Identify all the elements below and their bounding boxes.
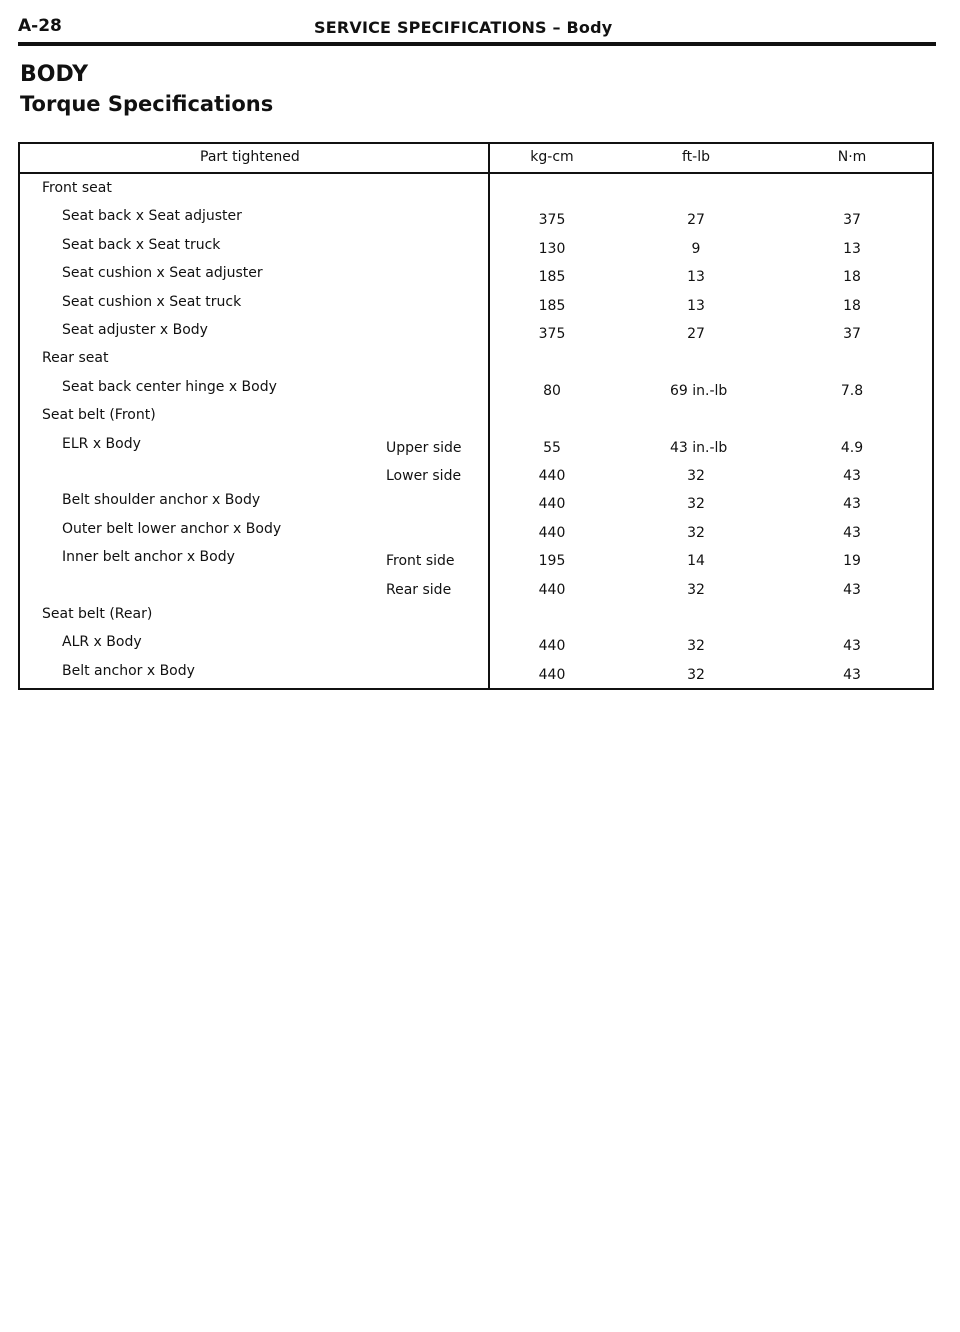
part-name: Rear seat xyxy=(42,350,109,367)
value-ftlb: 13 xyxy=(687,297,705,314)
value-nm: 43 xyxy=(843,524,861,541)
page-number: A-28 xyxy=(18,16,62,36)
value-ftlb: 27 xyxy=(687,212,705,229)
value-ftlb: 69 in.-lb xyxy=(670,382,728,399)
value-ftlb: 32 xyxy=(687,666,705,683)
value-nm: 4.9 xyxy=(840,439,864,456)
part-name: ALR x Body xyxy=(62,634,142,651)
column-header-nm: N·m xyxy=(837,149,867,165)
value-kgcm: 185 xyxy=(538,269,566,286)
part-name: Belt shoulder anchor x Body xyxy=(62,492,261,509)
column-header-kgcm: kg-cm xyxy=(530,149,574,165)
value-kgcm: 440 xyxy=(538,666,566,683)
part-note: Front side xyxy=(386,553,455,570)
value-ftlb: 27 xyxy=(687,326,705,342)
value-nm: 37 xyxy=(843,212,861,229)
value-nm: 18 xyxy=(843,269,861,286)
part-name: Seat back x Seat truck xyxy=(62,236,221,253)
value-nm: 43 xyxy=(843,496,861,513)
header-title: SERVICE SPECIFICATIONS – Body xyxy=(314,18,613,37)
part-name: Seat back x Seat adjuster xyxy=(62,208,242,225)
part-note: Rear side xyxy=(386,581,452,598)
part-name: Seat cushion x Seat adjuster xyxy=(62,265,263,282)
value-ftlb: 32 xyxy=(687,468,705,484)
value-ftlb: 32 xyxy=(687,496,705,513)
value-nm: 37 xyxy=(843,326,861,342)
torque-spec-table xyxy=(18,142,934,690)
value-kgcm: 440 xyxy=(538,496,566,513)
value-kgcm: 375 xyxy=(538,326,566,342)
value-kgcm: 80 xyxy=(543,382,561,399)
part-name: ELR x Body xyxy=(62,435,141,452)
part-note: Upper side xyxy=(386,439,462,456)
value-nm: 19 xyxy=(843,553,861,570)
value-kgcm: 375 xyxy=(538,212,566,229)
section-title: BODY xyxy=(20,62,89,87)
page-header xyxy=(18,16,936,42)
part-name: Seat belt (Rear) xyxy=(42,606,153,622)
value-nm: 18 xyxy=(843,297,861,314)
value-kgcm: 185 xyxy=(538,297,566,314)
part-name: Seat adjuster x Body xyxy=(62,322,208,338)
part-name: Seat back center hinge x Body xyxy=(62,378,277,395)
part-name: Front seat xyxy=(42,180,112,196)
value-nm: 43 xyxy=(843,581,861,598)
part-note: Lower side xyxy=(386,468,462,484)
value-ftlb: 14 xyxy=(687,553,705,570)
value-kgcm: 440 xyxy=(538,638,566,655)
part-name: Outer belt lower anchor x Body xyxy=(62,520,282,537)
value-ftlb: 32 xyxy=(687,638,705,655)
table-column-divider xyxy=(488,144,490,688)
value-nm: 13 xyxy=(843,240,861,257)
value-kgcm: 55 xyxy=(543,439,561,456)
value-ftlb: 13 xyxy=(687,269,705,286)
part-name: Inner belt anchor x Body xyxy=(62,549,235,566)
value-nm: 7.8 xyxy=(840,382,864,399)
column-header-ftlb: ft-lb xyxy=(682,149,710,165)
value-kgcm: 440 xyxy=(538,524,566,541)
value-nm: 43 xyxy=(843,638,861,655)
value-nm: 43 xyxy=(843,666,861,683)
part-name: Seat cushion x Seat truck xyxy=(62,293,242,310)
section-subtitle: Torque Specifications xyxy=(20,92,274,116)
value-kgcm: 130 xyxy=(538,240,566,257)
part-name: Belt anchor x Body xyxy=(62,662,195,679)
value-ftlb: 32 xyxy=(687,524,705,541)
value-ftlb: 43 in.-lb xyxy=(670,439,728,456)
value-nm: 43 xyxy=(843,468,861,484)
table-header-rule xyxy=(20,172,932,174)
column-header-part: Part tightened xyxy=(200,149,300,165)
value-kgcm: 195 xyxy=(538,553,566,570)
part-name: Seat belt (Front) xyxy=(42,407,156,424)
value-kgcm: 440 xyxy=(538,468,566,484)
header-rule xyxy=(18,42,936,46)
value-kgcm: 440 xyxy=(538,581,566,598)
value-ftlb: 32 xyxy=(687,581,705,598)
value-ftlb: 9 xyxy=(691,240,701,257)
